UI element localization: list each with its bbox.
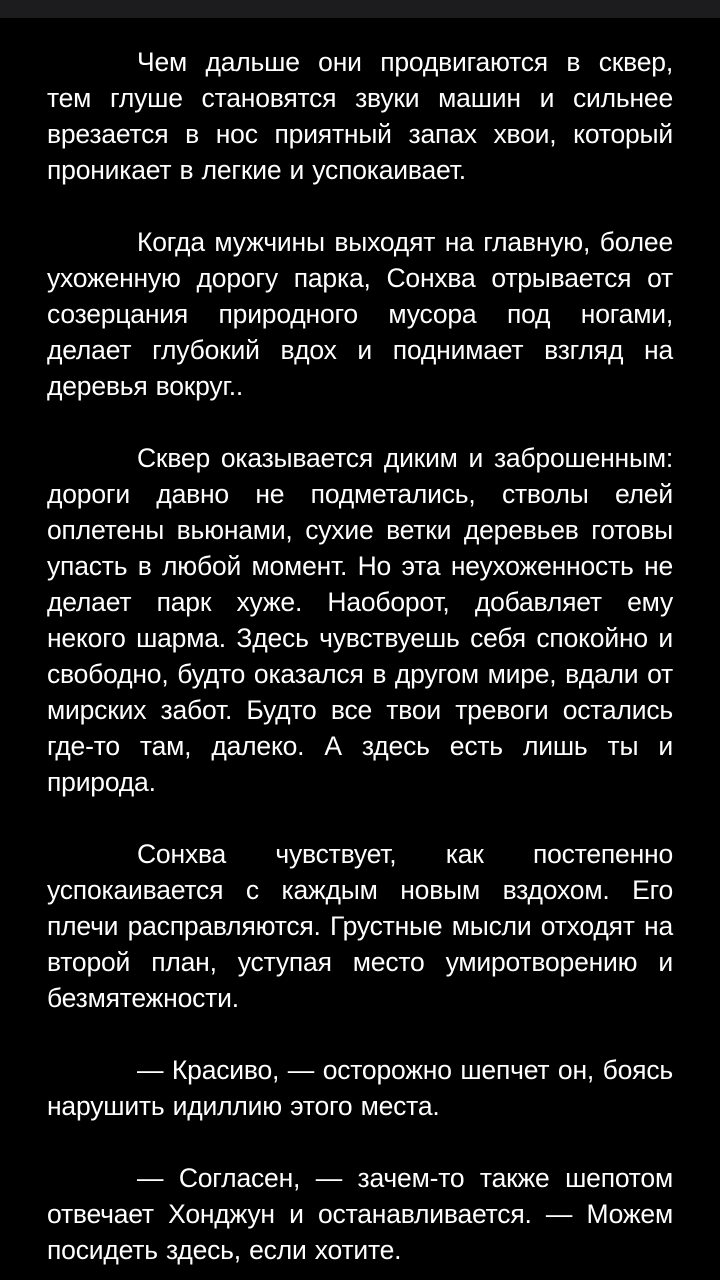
reader-text	[47, 44, 673, 1280]
paragraph: Сквер оказывается диким и заброшенным: дороги давно не подметались, стволы елей оплетены вьюнами, сухие ветки деревьев готовы упасть в любой момент. Но эта неухоженность не делает парк хуже. Наоборот, добавляет ему некого шарма. Здесь чувствуешь себя спокойно и свободно, будто оказался в другом мире, вдали от мирских забот. Будто все твои тревоги остались где-то там, далеко. А здесь есть лишь ты и природа.	[47, 443, 673, 797]
top-status-bar	[0, 0, 720, 18]
paragraph: Когда мужчины выходят на главную, более ухоженную дорогу парка, Сонхва отрывается от созерцания природного мусора под ногами, делает глубокий вдох и поднимает взгляд на деревья вокруг..	[47, 227, 673, 401]
paragraph: — Красиво, — осторожно шепчет он, боясь нарушить идиллию этого места.	[47, 1055, 673, 1121]
paragraph: Чем дальше они продвигаются в сквер, тем глуше становятся звуки машин и сильнее врезается в нос приятный запах хвои, который проникает в легкие и успокаивает.	[47, 47, 673, 185]
paragraph: — Согласен, — зачем-то также шепотом отвечает Хонджун и останавливается. — Можем посидеть здесь, если хотите.	[47, 1163, 673, 1265]
paragraph: Сонхва чувствует, как постепенно успокаивается с каждым новым вздохом. Его плечи расправляются. Грустные мысли отходят на второй план, уступая место умиротворению и безмятежности.	[47, 839, 673, 1013]
